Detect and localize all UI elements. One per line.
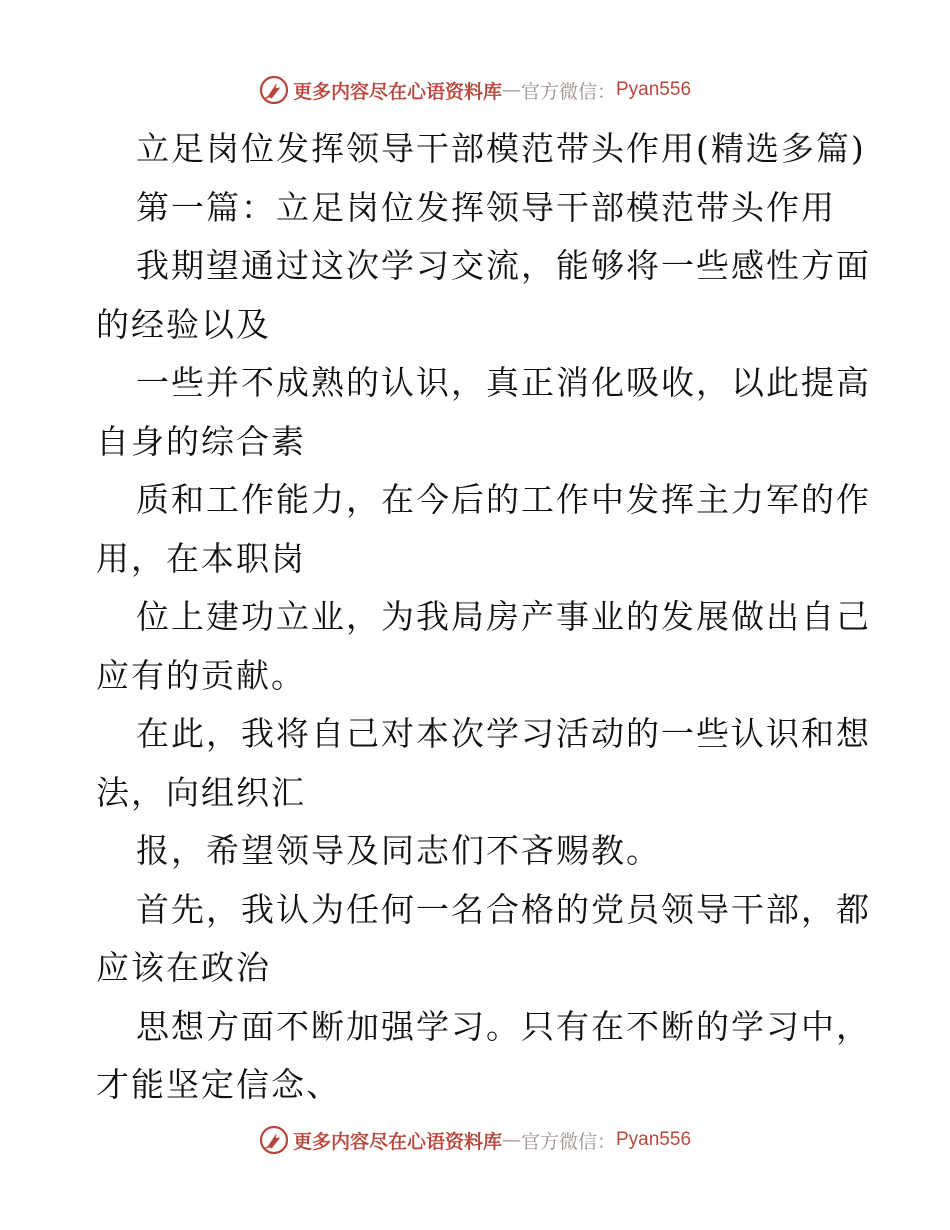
document-title: 立足岗位发挥领导干部模范带头作用(精选多篇)	[136, 129, 866, 168]
paragraph	[96, 471, 871, 588]
banner-wechat-label: 官方微信：	[520, 80, 616, 103]
paragraph-line: 用，在本职岗	[96, 538, 306, 578]
pen-nib-logo-icon	[259, 1125, 289, 1155]
paragraph-line: 位上建功立业，为我局房产事业的发展做出自己	[136, 597, 871, 636]
paragraph	[96, 354, 871, 471]
banner-brand-text: 更多内容尽在心语资料库	[292, 80, 502, 103]
document-subtitle: 第一篇：立足岗位发挥领导干部模范带头作用	[136, 187, 836, 227]
footer-banner	[0, 1120, 950, 1160]
paragraph-line: 首先，我认为任何一名合格的党员领导干部，都	[136, 889, 871, 929]
paragraph-line: 一些并不成熟的认识，真正消化吸收，以此提高	[136, 363, 871, 402]
paragraph-line: 应该在政治	[96, 948, 271, 987]
banner-separator: —	[501, 1129, 521, 1151]
paragraph-line: 在此，我将自己对本次学习活动的一些认识和想	[136, 714, 871, 753]
banner-wechat-label: 官方微信：	[520, 1130, 616, 1153]
paragraph	[96, 237, 871, 354]
paragraph-line: 报，希望领导及同志们不吝赐教。	[136, 831, 661, 870]
paragraph-line: 法，向组织汇	[96, 772, 306, 812]
banner-wechat-id: Pyan556	[616, 1129, 692, 1150]
paragraph	[96, 881, 871, 998]
paragraph-line: 的经验以及	[96, 304, 271, 344]
paragraph-line: 质和工作能力，在今后的工作中发挥主力军的作	[136, 480, 871, 519]
paragraph-line: 自身的综合素	[96, 421, 306, 461]
banner-separator: —	[501, 79, 521, 101]
paragraph-line: 思想方面不断加强学习。只有在不断的学习中，	[136, 1006, 871, 1046]
paragraph-line: 我期望通过这次学习交流，能够将一些感性方面	[136, 246, 871, 285]
pen-nib-logo-icon	[259, 75, 289, 105]
paragraph-line: 应有的贡献。	[96, 655, 306, 695]
banner-brand-text: 更多内容尽在心语资料库	[292, 1130, 502, 1153]
paragraph	[96, 998, 871, 1115]
paragraph	[96, 588, 871, 705]
paragraph	[96, 705, 871, 822]
paragraph-line: 才能坚定信念、	[96, 1065, 341, 1104]
document-body	[96, 120, 871, 1115]
header-banner	[0, 70, 950, 110]
paragraph	[96, 822, 856, 881]
banner-wechat-id: Pyan556	[616, 79, 692, 100]
